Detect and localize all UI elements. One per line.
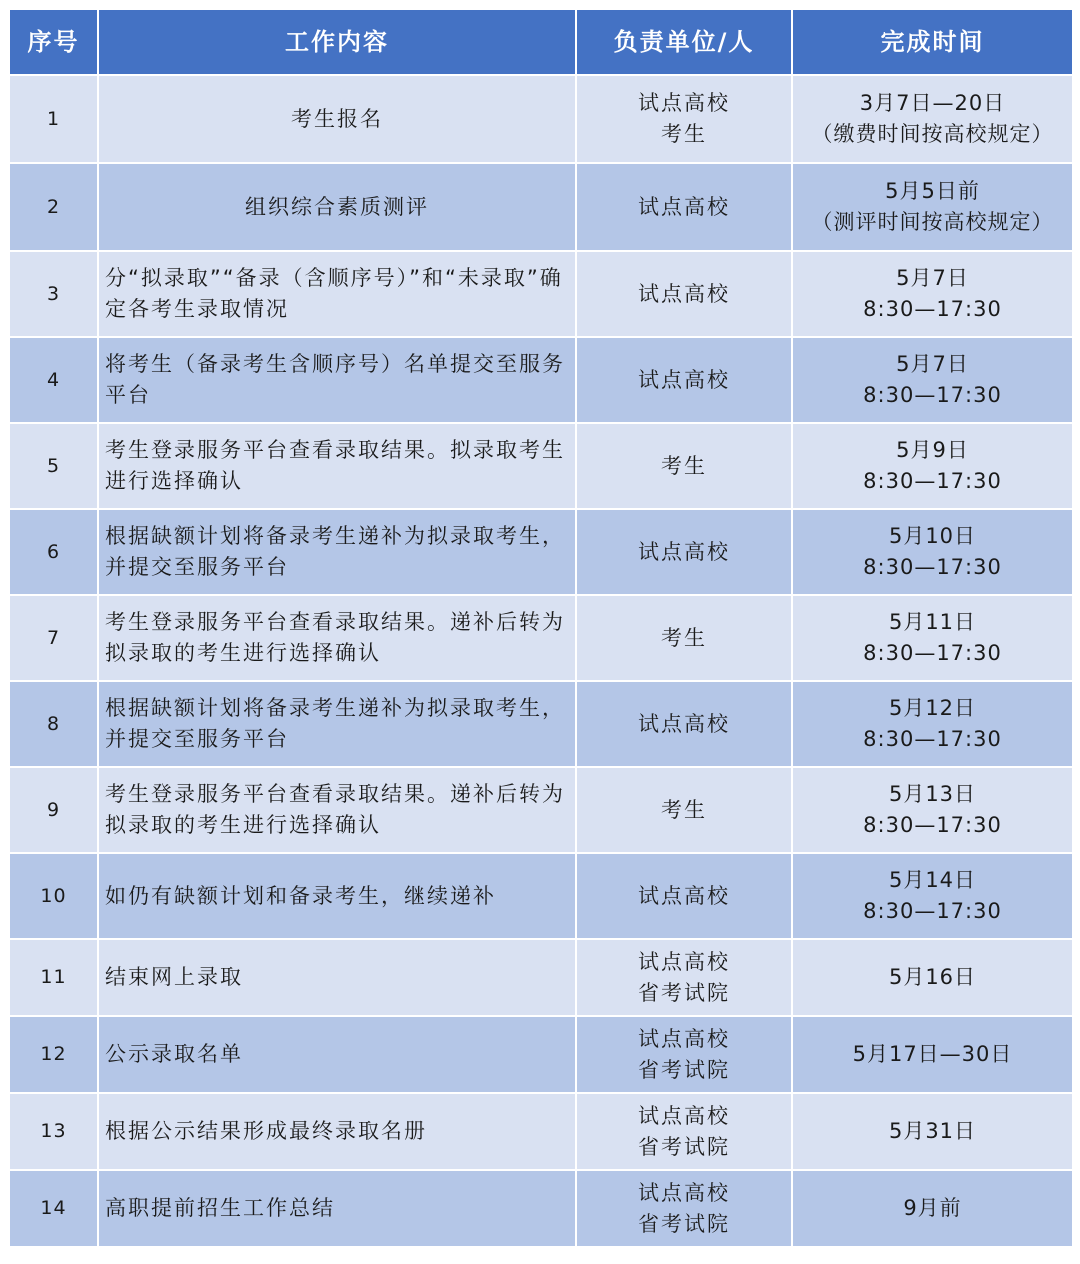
unit-line: 试点高校 <box>638 1026 730 1051</box>
table-row <box>9 853 1073 939</box>
row-time <box>792 509 1073 595</box>
unit-line: 省考试院 <box>638 1057 730 1082</box>
row-time <box>792 681 1073 767</box>
time-line: 8:30—17:30 <box>863 899 1002 923</box>
time-line: 8:30—17:30 <box>863 383 1002 407</box>
table-row <box>9 1016 1073 1093</box>
unit-line: 试点高校 <box>638 1180 730 1205</box>
row-task: 高职提前招生工作总结 <box>98 1170 576 1247</box>
time-line: 5月12日 <box>888 696 977 720</box>
time-line: （测评时间按高校规定） <box>811 210 1054 234</box>
row-time <box>792 595 1073 681</box>
time-line: 5月13日 <box>888 782 977 806</box>
row-number: 11 <box>9 939 98 1016</box>
row-time <box>792 337 1073 423</box>
row-task: 考生登录服务平台查看录取结果。递补后转为拟录取的考生进行选择确认 <box>98 767 576 853</box>
row-unit <box>576 1093 792 1170</box>
time-line: 5月5日前 <box>885 179 980 203</box>
row-unit <box>576 423 792 509</box>
row-number: 2 <box>9 163 98 251</box>
row-task: 如仍有缺额计划和备录考生，继续递补 <box>98 853 576 939</box>
row-task: 考生登录服务平台查看录取结果。拟录取考生进行选择确认 <box>98 423 576 509</box>
row-number: 5 <box>9 423 98 509</box>
table-row <box>9 595 1073 681</box>
row-unit <box>576 1016 792 1093</box>
row-time <box>792 1170 1073 1247</box>
unit-line: 试点高校 <box>638 367 730 392</box>
row-number: 10 <box>9 853 98 939</box>
row-task: 结束网上录取 <box>98 939 576 1016</box>
time-line: 5月7日 <box>896 266 969 290</box>
row-number: 13 <box>9 1093 98 1170</box>
time-line: 8:30—17:30 <box>863 813 1002 837</box>
row-unit <box>576 251 792 337</box>
row-task: 将考生（备录考生含顺序号）名单提交至服务平台 <box>98 337 576 423</box>
row-number: 8 <box>9 681 98 767</box>
time-line: 5月11日 <box>888 610 977 634</box>
time-line: 5月9日 <box>896 438 969 462</box>
row-number: 14 <box>9 1170 98 1247</box>
unit-line: 试点高校 <box>638 883 730 908</box>
time-line: 5月10日 <box>888 524 977 548</box>
row-number: 4 <box>9 337 98 423</box>
schedule-body <box>9 75 1073 1247</box>
time-line: 5月31日 <box>888 1119 977 1143</box>
unit-line: 考生 <box>661 797 707 822</box>
row-number: 1 <box>9 75 98 163</box>
row-number: 6 <box>9 509 98 595</box>
time-line: 5月16日 <box>888 965 977 989</box>
row-task: 公示录取名单 <box>98 1016 576 1093</box>
row-time <box>792 163 1073 251</box>
row-unit <box>576 595 792 681</box>
row-time <box>792 251 1073 337</box>
unit-line: 省考试院 <box>638 1134 730 1159</box>
row-unit <box>576 767 792 853</box>
row-unit <box>576 1170 792 1247</box>
row-unit <box>576 337 792 423</box>
unit-line: 省考试院 <box>638 980 730 1005</box>
unit-line: 试点高校 <box>638 711 730 736</box>
table-row <box>9 681 1073 767</box>
row-task: 分“拟录取”“备录（含顺序号）”和“未录取”确定各考生录取情况 <box>98 251 576 337</box>
row-task: 组织综合素质测评 <box>98 163 576 251</box>
row-unit <box>576 939 792 1016</box>
row-unit <box>576 681 792 767</box>
time-line: 8:30—17:30 <box>863 641 1002 665</box>
unit-line: 考生 <box>661 453 707 478</box>
row-task: 根据缺额计划将备录考生递补为拟录取考生，并提交至服务平台 <box>98 509 576 595</box>
row-time <box>792 939 1073 1016</box>
row-time <box>792 767 1073 853</box>
row-unit <box>576 853 792 939</box>
row-task: 根据缺额计划将备录考生递补为拟录取考生，并提交至服务平台 <box>98 681 576 767</box>
unit-line: 试点高校 <box>638 281 730 306</box>
unit-line: 试点高校 <box>638 539 730 564</box>
row-unit <box>576 509 792 595</box>
row-time <box>792 423 1073 509</box>
table-row <box>9 939 1073 1016</box>
time-line: （缴费时间按高校规定） <box>811 122 1054 146</box>
row-task: 考生报名 <box>98 75 576 163</box>
row-number: 9 <box>9 767 98 853</box>
table-row <box>9 1093 1073 1170</box>
time-line: 8:30—17:30 <box>863 727 1002 751</box>
table-row <box>9 163 1073 251</box>
header-time: 完成时间 <box>792 9 1073 75</box>
header-task: 工作内容 <box>98 9 576 75</box>
header-row <box>9 9 1073 75</box>
table-row <box>9 1170 1073 1247</box>
unit-line: 试点高校 <box>638 194 730 219</box>
time-line: 3月7日—20日 <box>859 91 1006 115</box>
row-task: 根据公示结果形成最终录取名册 <box>98 1093 576 1170</box>
table-row <box>9 75 1073 163</box>
unit-line: 考生 <box>661 122 707 146</box>
time-line: 8:30—17:30 <box>863 297 1002 321</box>
header-unit: 负责单位/人 <box>576 9 792 75</box>
row-unit <box>576 163 792 251</box>
unit-line: 试点高校 <box>638 949 730 974</box>
table-row <box>9 251 1073 337</box>
time-line: 5月14日 <box>888 868 977 892</box>
row-number: 12 <box>9 1016 98 1093</box>
row-time <box>792 1016 1073 1093</box>
table-row <box>9 767 1073 853</box>
row-number: 3 <box>9 251 98 337</box>
row-unit <box>576 75 792 163</box>
unit-line: 试点高校 <box>638 91 730 115</box>
table-row <box>9 337 1073 423</box>
row-time <box>792 75 1073 163</box>
unit-line: 试点高校 <box>638 1103 730 1128</box>
time-line: 8:30—17:30 <box>863 469 1002 493</box>
unit-line: 考生 <box>661 625 707 650</box>
table-row <box>9 423 1073 509</box>
header-num: 序号 <box>9 9 98 75</box>
row-task: 考生登录服务平台查看录取结果。递补后转为拟录取的考生进行选择确认 <box>98 595 576 681</box>
time-line: 8:30—17:30 <box>863 555 1002 579</box>
table-row <box>9 509 1073 595</box>
time-line: 5月7日 <box>896 352 969 376</box>
unit-line: 省考试院 <box>638 1211 730 1236</box>
time-line: 9月前 <box>903 1196 962 1220</box>
row-number: 7 <box>9 595 98 681</box>
row-time <box>792 1093 1073 1170</box>
row-time <box>792 853 1073 939</box>
time-line: 5月17日—30日 <box>852 1042 1013 1066</box>
schedule-table <box>8 8 1074 1248</box>
